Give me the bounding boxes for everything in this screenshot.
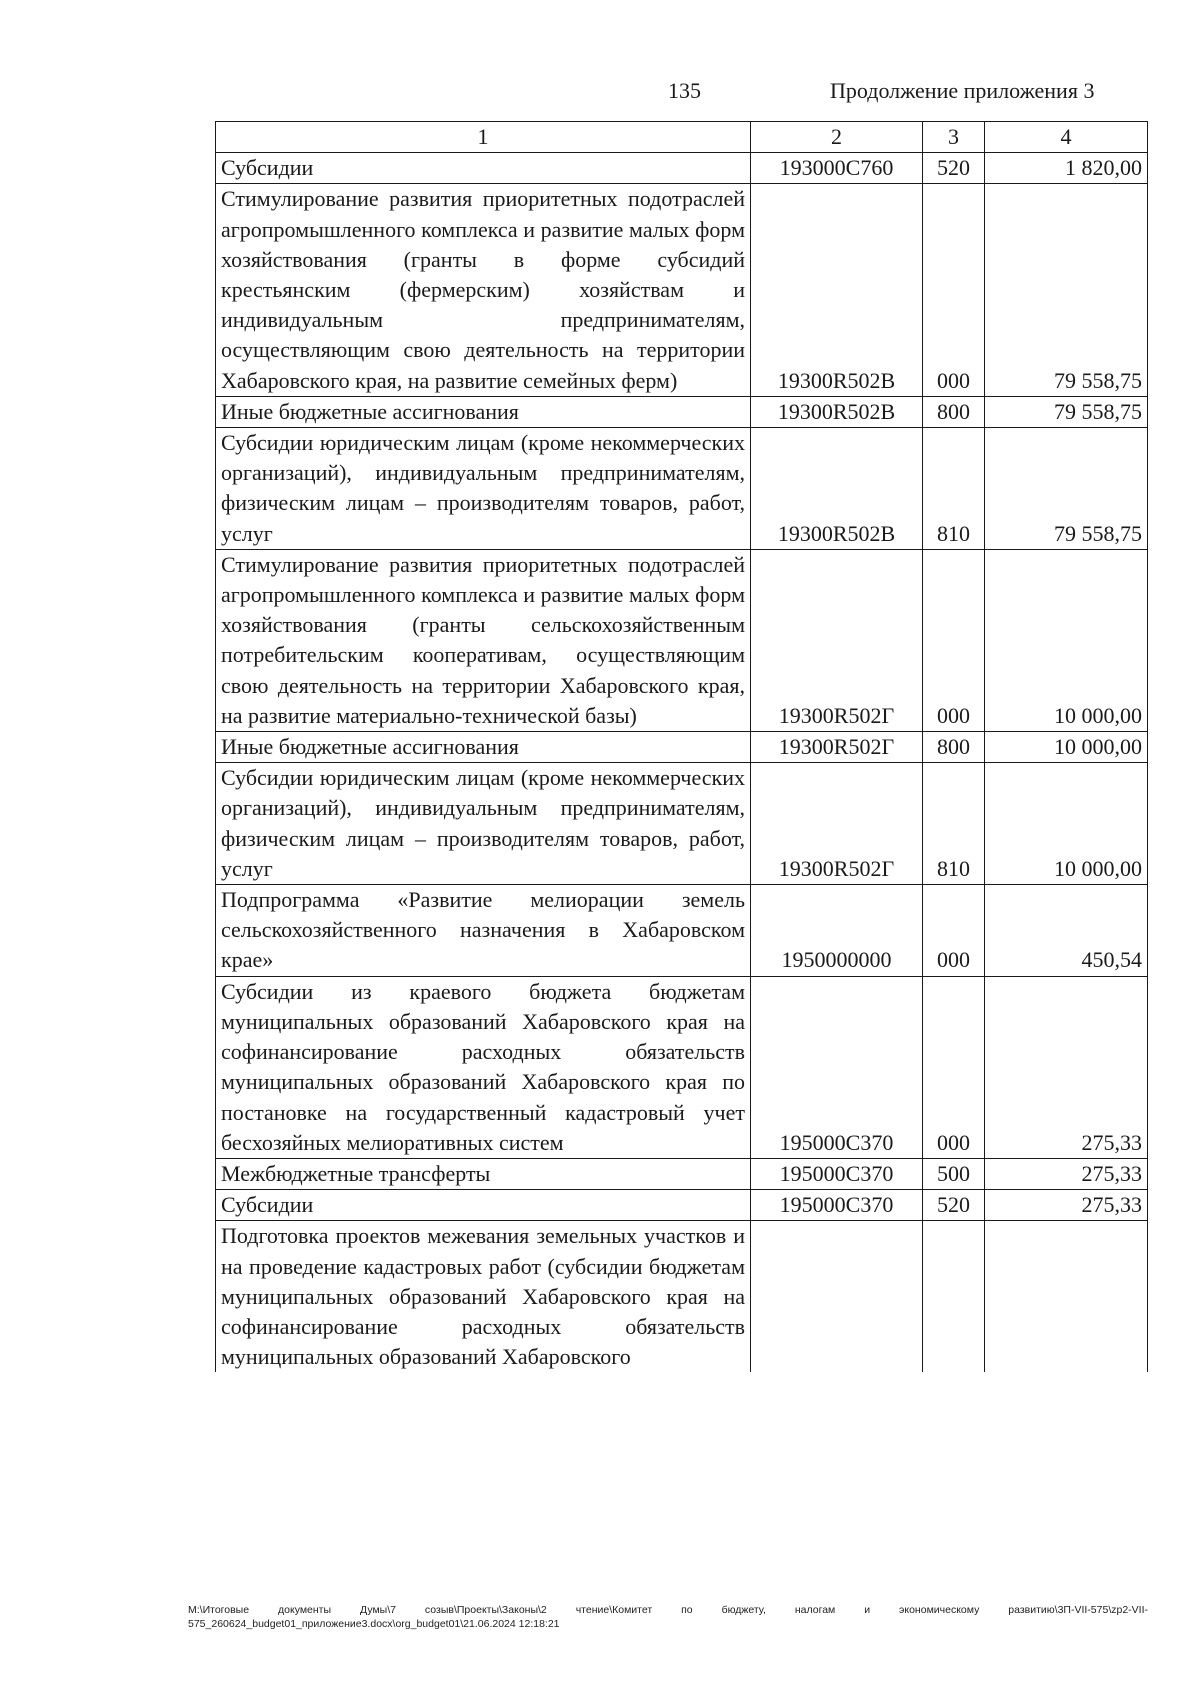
page-number: 135	[668, 78, 701, 103]
row-code: 193000С760	[751, 153, 923, 184]
row-amount: 79 558,75	[985, 428, 1148, 550]
row-kvr: 810	[923, 428, 985, 550]
budget-table	[215, 121, 1148, 1372]
row-amount: 79 558,75	[985, 396, 1148, 427]
row-kvr: 000	[923, 549, 985, 731]
column-number: 3	[923, 122, 985, 153]
row-kvr: 520	[923, 1190, 985, 1221]
row-name: Субсидии	[216, 1190, 751, 1221]
row-code: 19300R502В	[751, 428, 923, 550]
row-kvr: 000	[923, 184, 985, 396]
row-name: Субсидии юридическим лицам (кроме некоммерческих организаций), индивидуальным предпринимателям, физическим лицам – производителям товаров, работ, услуг	[216, 763, 751, 885]
row-kvr: 800	[923, 732, 985, 763]
row-amount: 10 000,00	[985, 763, 1148, 885]
row-name: Подготовка проектов межевания земельных участков и на проведение кадастровых работ (субсидии бюджетам муниципальных образований Хабаровского края на софинансирование расходных обязательств муниципальных образований Хабаровского	[216, 1221, 751, 1373]
table-row	[216, 428, 1148, 550]
table-row	[216, 763, 1148, 885]
table-row	[216, 885, 1148, 977]
table-row	[216, 1190, 1148, 1221]
row-name: Стимулирование развития приоритетных подотраслей агропромышленного комплекса и развитие малых форм хозяйствования (гранты сельскохозяйственным потребительским кооперативам, осуществляющим свою деятельность на территории Хабаровского края, на развитие материально-технической базы)	[216, 549, 751, 731]
table-row	[216, 549, 1148, 731]
continuation-label: Продолжение приложения 3	[830, 78, 1095, 103]
table-row	[216, 1158, 1148, 1189]
row-code: 19300R502В	[751, 396, 923, 427]
row-code: 19300R502В	[751, 184, 923, 396]
column-number-row	[216, 122, 1148, 153]
row-name: Иные бюджетные ассигнования	[216, 396, 751, 427]
row-code: 1950000000	[751, 885, 923, 977]
row-kvr	[923, 1221, 985, 1373]
row-kvr: 520	[923, 153, 985, 184]
row-code: 19300R502Г	[751, 732, 923, 763]
table-row	[216, 1221, 1148, 1373]
row-kvr: 800	[923, 396, 985, 427]
row-kvr: 500	[923, 1158, 985, 1189]
table-row	[216, 976, 1148, 1158]
table-row	[216, 732, 1148, 763]
table-row	[216, 153, 1148, 184]
row-name: Межбюджетные трансферты	[216, 1158, 751, 1189]
file-path-footer: M:\Итоговые документы Думы\7 созыв\Проекты\Законы\2 чтение\Комитет по бюджету, налогам и экономическому развитию\3П-VII-575\zp2-VII-575_260624_budget01_приложение3.docx\org_budget01\21.06.2024 12:18:21	[188, 1604, 1148, 1630]
row-code: 195000С370	[751, 1158, 923, 1189]
row-amount: 10 000,00	[985, 732, 1148, 763]
row-name: Субсидии	[216, 153, 751, 184]
row-amount: 1 820,00	[985, 153, 1148, 184]
row-code: 19300R502Г	[751, 763, 923, 885]
row-kvr: 000	[923, 885, 985, 977]
row-amount: 275,33	[985, 1158, 1148, 1189]
row-name: Субсидии из краевого бюджета бюджетам муниципальных образований Хабаровского края на софинансирование расходных обязательств муниципальных образований Хабаровского края по постановке на государственный кадастровый учет бесхозяйных мелиоративных систем	[216, 976, 751, 1158]
row-amount: 79 558,75	[985, 184, 1148, 396]
row-name: Подпрограмма «Развитие мелиорации земель сельскохозяйственного назначения в Хабаровском крае»	[216, 885, 751, 977]
row-code: 195000С370	[751, 976, 923, 1158]
row-code: 195000С370	[751, 1190, 923, 1221]
row-amount	[985, 1221, 1148, 1373]
row-amount: 275,33	[985, 1190, 1148, 1221]
row-amount: 450,54	[985, 885, 1148, 977]
row-code: 19300R502Г	[751, 549, 923, 731]
column-number: 1	[216, 122, 751, 153]
row-code	[751, 1221, 923, 1373]
row-kvr: 000	[923, 976, 985, 1158]
row-kvr: 810	[923, 763, 985, 885]
table-row	[216, 396, 1148, 427]
row-amount: 275,33	[985, 976, 1148, 1158]
row-name: Субсидии юридическим лицам (кроме некоммерческих организаций), индивидуальным предпринимателям, физическим лицам – производителям товаров, работ, услуг	[216, 428, 751, 550]
column-number: 2	[751, 122, 923, 153]
row-name: Иные бюджетные ассигнования	[216, 732, 751, 763]
row-name: Стимулирование развития приоритетных подотраслей агропромышленного комплекса и развитие малых форм хозяйствования (гранты в форме субсидий крестьянским (фермерским) хозяйствам и индивидуальным предпринимателям, осуществляющим свою деятельность на территории Хабаровского края, на развитие семейных ферм)	[216, 184, 751, 396]
column-number: 4	[985, 122, 1148, 153]
table-row	[216, 184, 1148, 396]
row-amount: 10 000,00	[985, 549, 1148, 731]
